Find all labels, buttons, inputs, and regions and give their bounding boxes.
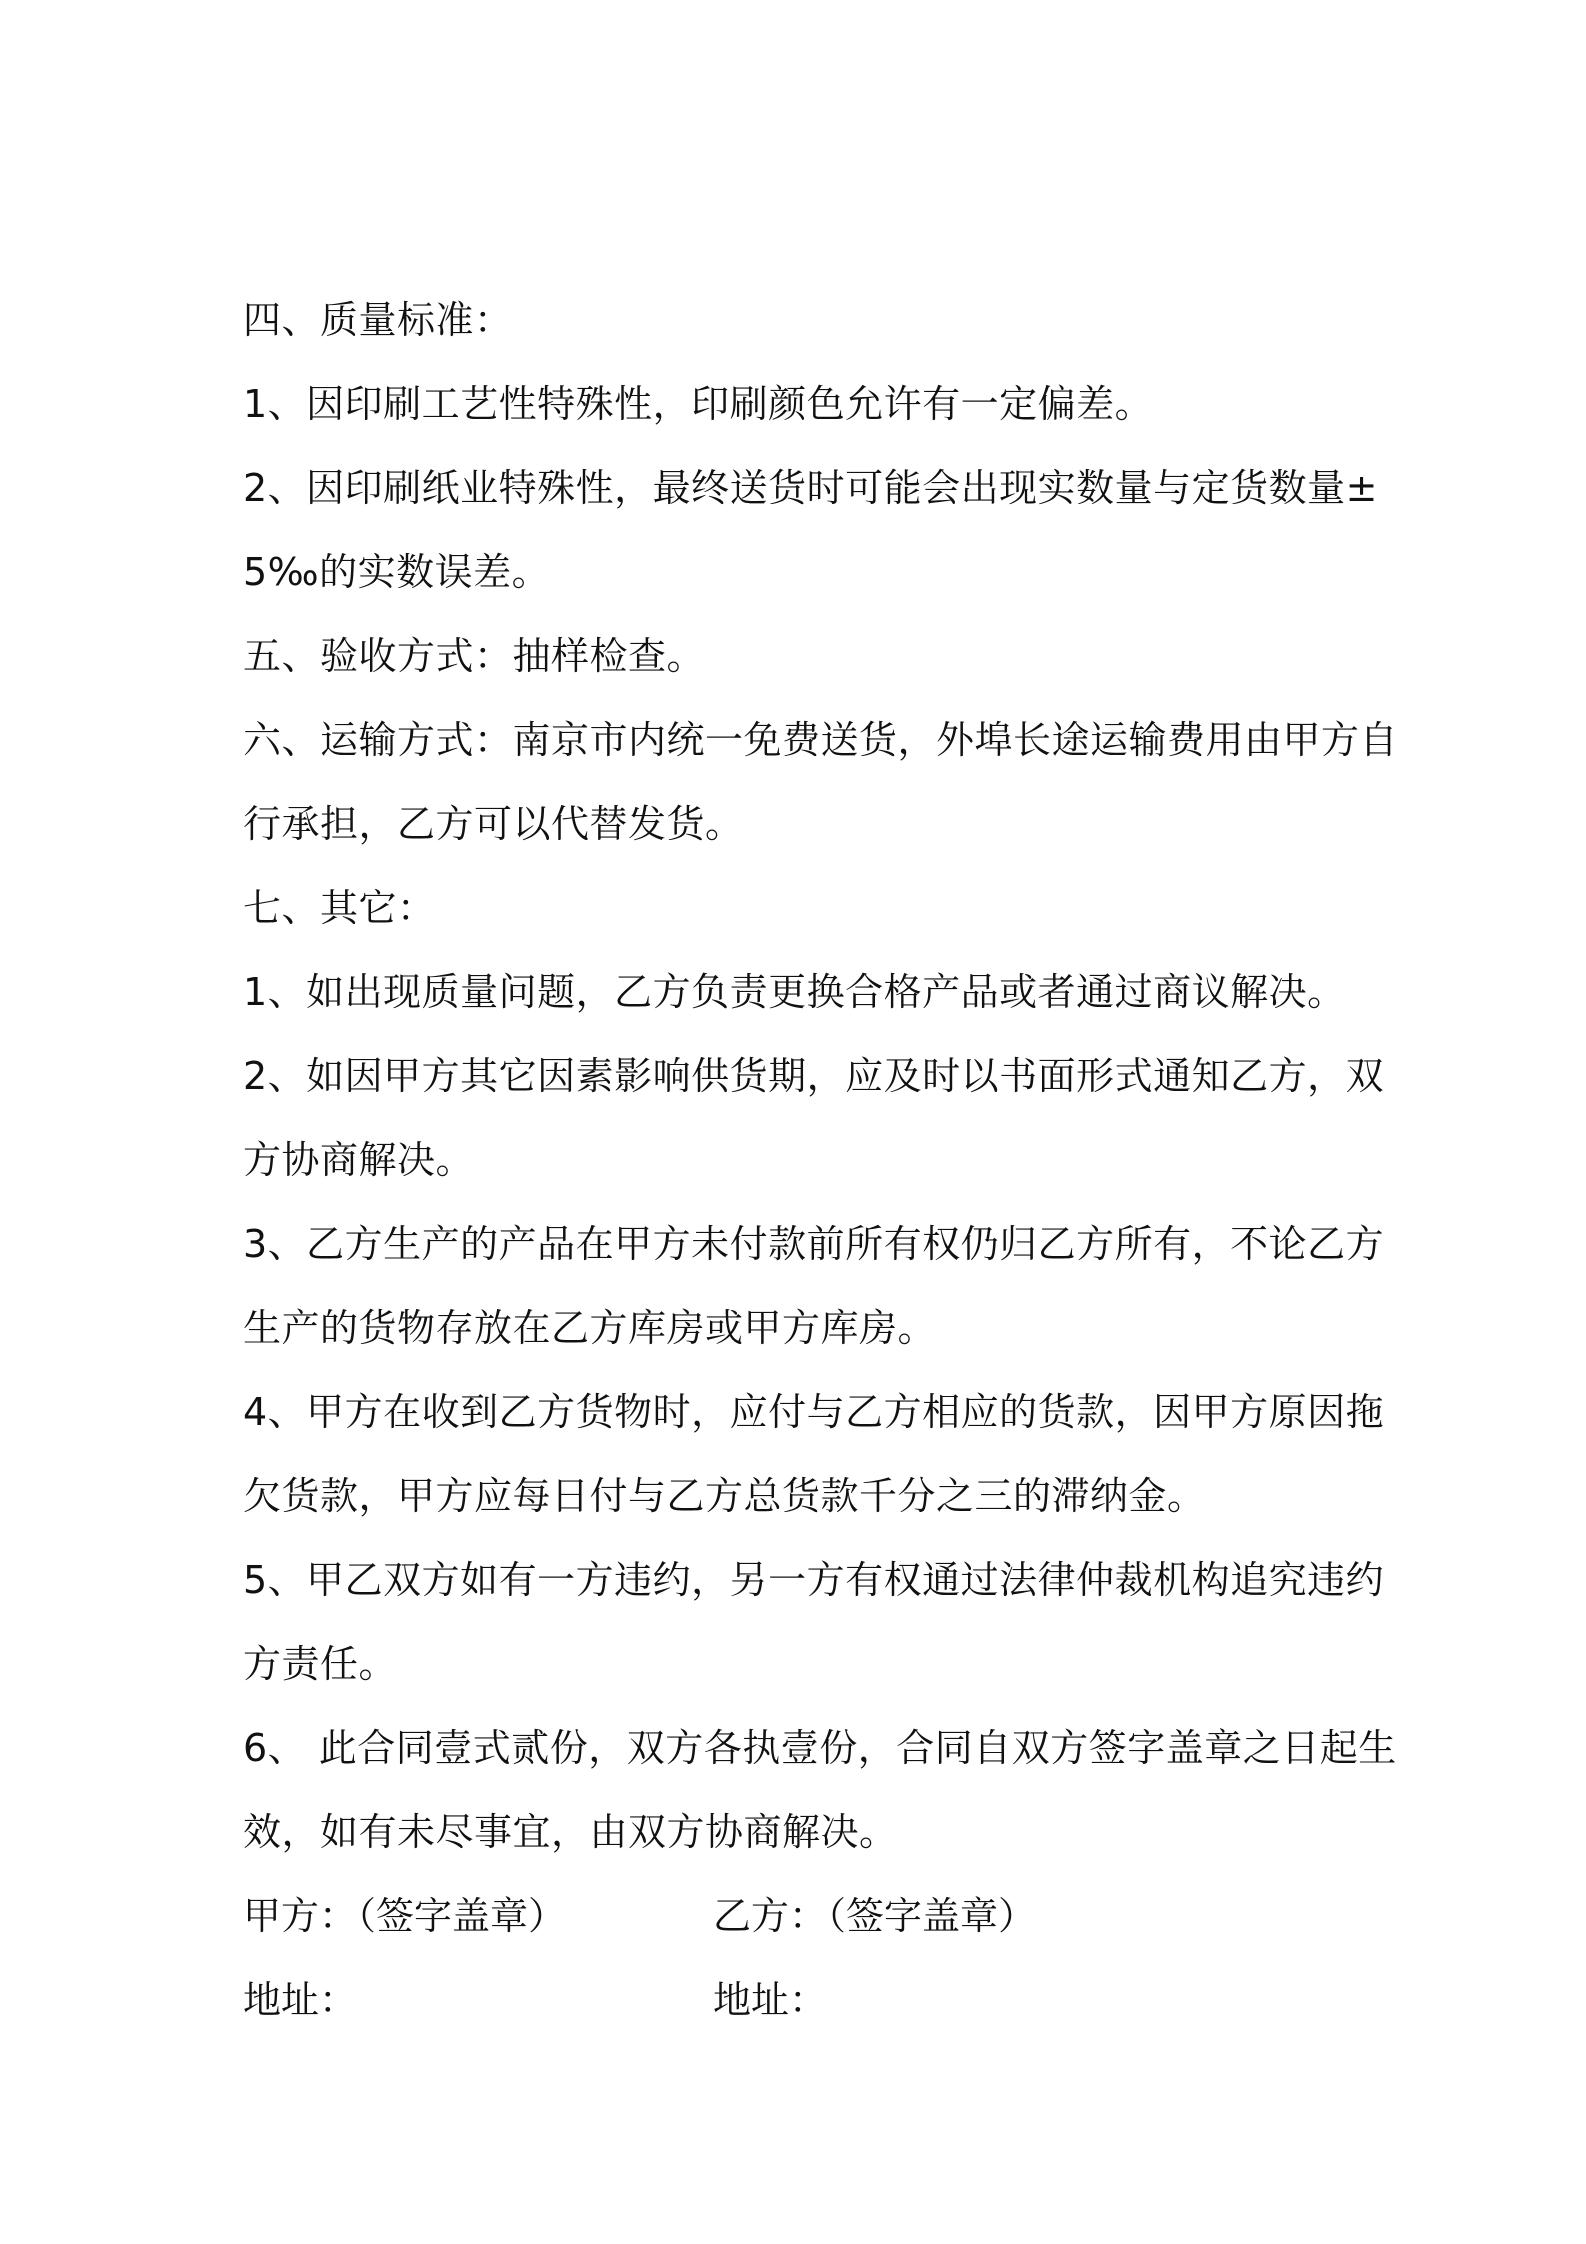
clause-text: 4、甲方在收到乙方货物时，应付与乙方相应的货款，因甲方原因拖 <box>243 1390 1385 1434</box>
address-row <box>243 1958 1363 2042</box>
section-heading-other: 七、其它： <box>243 886 436 930</box>
party-b-signature-label: 乙方：（签字盖章） <box>713 1894 1037 1938</box>
clause-text: 2、因印刷纸业特殊性，最终送货时可能会出现实数量与定货数量± <box>243 466 1379 510</box>
contract-page <box>243 278 1399 2042</box>
clause-text: 效，如有未尽事宜，由双方协商解决。 <box>243 1810 898 1854</box>
clause-text: 生产的货物存放在乙方库房或甲方库房。 <box>243 1306 937 1350</box>
section-heading-transport: 六、运输方式：南京市内统一免费送货，外埠长途运输费用由甲方自 <box>243 718 1399 762</box>
clause-text: 5‰的实数误差。 <box>243 550 551 594</box>
section-heading-quality: 四、质量标准： <box>243 298 513 342</box>
clause-text: 6、 此合同壹式贰份，双方各执壹份，合同自双方签字盖章之日起生 <box>243 1726 1397 1770</box>
party-b-address-label: 地址： <box>713 1978 828 2022</box>
party-a-address-label: 地址： <box>243 1978 358 2022</box>
clause-text: 3、乙方生产的产品在甲方未付款前所有权仍归乙方所有，不论乙方 <box>243 1222 1385 1266</box>
clause-text: 1、如出现质量问题，乙方负责更换合格产品或者通过商议解决。 <box>243 970 1346 1014</box>
clause-text: 欠货款，甲方应每日付与乙方总货款千分之三的滞纳金。 <box>243 1474 1206 1518</box>
clause-text: 1、因印刷工艺性特殊性，印刷颜色允许有一定偏差。 <box>243 382 1154 426</box>
section-heading-acceptance: 五、验收方式：抽样检查。 <box>243 634 706 678</box>
clause-text: 2、如因甲方其它因素影响供货期，应及时以书面形式通知乙方，双 <box>243 1054 1385 1098</box>
party-a-signature-label: 甲方：（签字盖章） <box>243 1894 567 1938</box>
clause-text: 行承担，乙方可以代替发货。 <box>243 802 744 846</box>
signature-row <box>243 1874 1363 1958</box>
clause-text: 方责任。 <box>243 1642 398 1686</box>
clause-text: 方协商解决。 <box>243 1138 475 1182</box>
clause-text: 5、甲乙双方如有一方违约，另一方有权通过法律仲裁机构追究违约 <box>243 1558 1385 1602</box>
